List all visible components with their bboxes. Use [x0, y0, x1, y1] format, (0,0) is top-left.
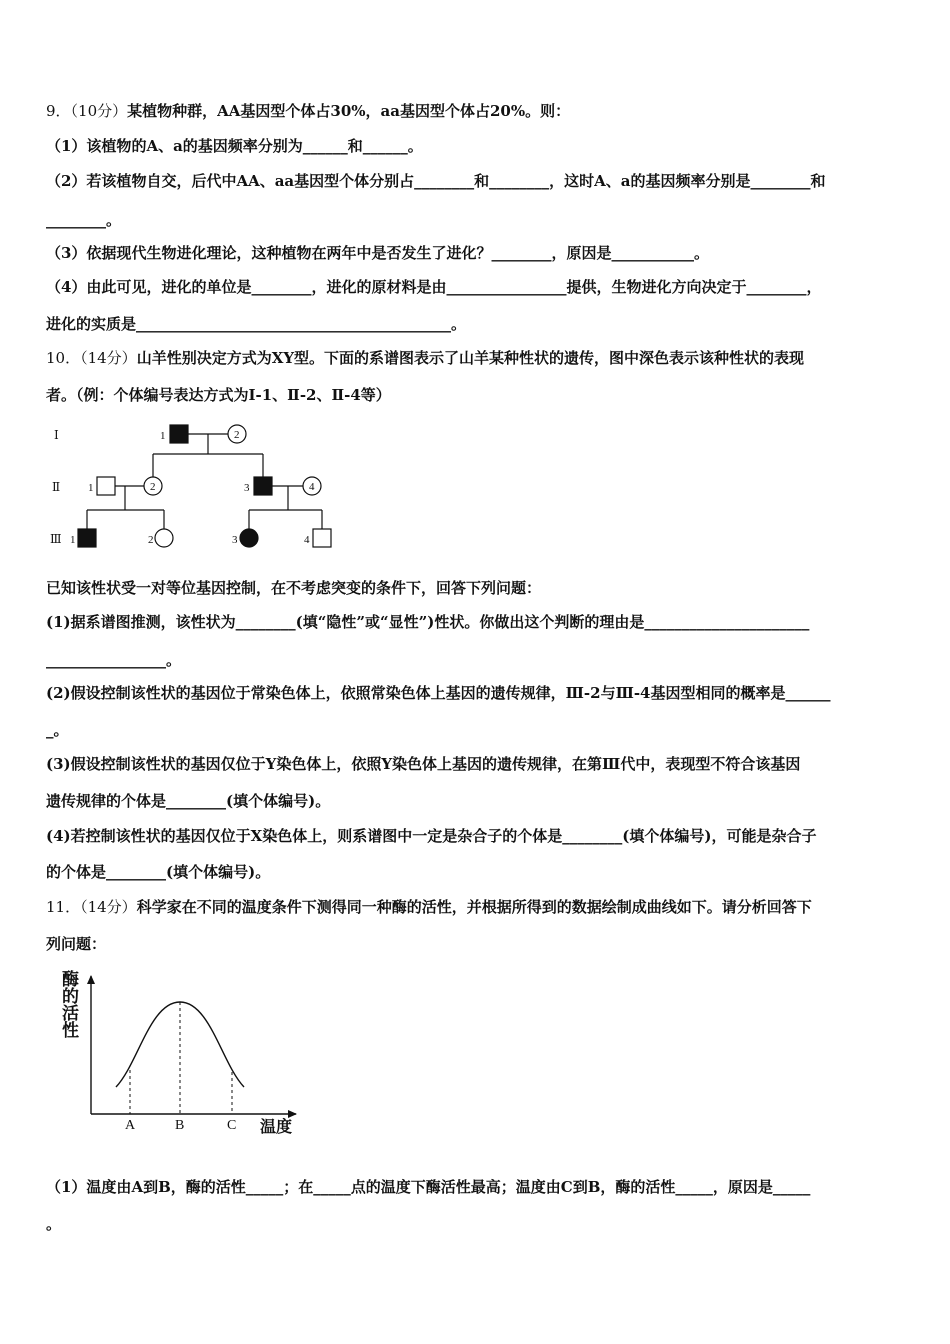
gen-label-I: Ⅰ [54, 428, 59, 442]
q10-part4-line2: 的个体是________(填个体编号)。 [46, 863, 271, 881]
q9-part1: （1）该植物的A、a的基因频率分别为______和______。 [46, 137, 423, 155]
enzyme-activity-graph [58, 966, 308, 1138]
q10-stem-text: 山羊性别决定方式为XY型。下面的系谱图表示了山羊某种性状的遗传，图中深色表示该种性状的表现 [136, 349, 805, 367]
pedigree-II-1-male [97, 477, 115, 495]
q10-number: 10．（14分） [46, 349, 137, 367]
num-III-3: 3 [232, 534, 238, 546]
q10-intro: 已知该性状受一对等位基因控制，在不考虑突变的条件下，回答下列问题： [46, 579, 542, 597]
pedigree-III-2-female [155, 529, 173, 547]
pedigree-I-1-affected-male [170, 425, 188, 443]
tick-B: B [175, 1118, 185, 1133]
xlabel: 温度 [260, 1119, 293, 1136]
q10-part1-line2: ________________。 [46, 651, 182, 669]
num-I-2: 2 [234, 429, 240, 441]
q10-part1-line1: (1)据系谱图推测，该性状为________(填“隐性”或“显性”)性状。你做出这个判断的理由是______________________ [46, 613, 810, 631]
num-II-2: 2 [150, 481, 156, 493]
ylabel-char-2: 的 [62, 987, 79, 1006]
num-III-2: 2 [148, 534, 154, 546]
q10-part3-line1: (3)假设控制该性状的基因仅位于Y染色体上，依照Y染色体上基因的遗传规律，在第Ⅲ代中，表现型不符合该基因 [46, 755, 801, 773]
num-I-1: 1 [160, 430, 166, 442]
q10-part4-line1: (4)若控制该性状的基因仅位于X染色体上，则系谱图中一定是杂合子的个体是________(填个体编号)，可能是杂合子 [46, 827, 817, 845]
q10-stem-line1 [46, 348, 804, 368]
num-III-1: 1 [70, 534, 76, 546]
q9-part3: （3）依据现代生物进化理论，这种植物在两年中是否发生了进化？________，原因是___________。 [46, 244, 709, 262]
ylabel-char-3: 活 [62, 1004, 79, 1023]
tick-A: A [125, 1118, 136, 1133]
q9-part4-line2: 进化的实质是__________________________________________。 [46, 315, 467, 333]
q9-part2-line2: ________。 [46, 211, 122, 229]
gen-label-II: Ⅱ [52, 480, 61, 494]
q11-part1-line1: （1）温度由A到B，酶的活性_____；在_____点的温度下酶活性最高；温度由C到B，酶的活性_____，原因是_____ [46, 1178, 811, 1196]
q10-part2-line1: (2)假设控制该性状的基因位于常染色体上，依照常染色体上基因的遗传规律，Ⅲ-2与Ⅲ-4基因型相同的概率是______ [46, 684, 831, 702]
q10-stem-line2: 者。（例：个体编号表达方式为Ⅰ-1、Ⅱ-2、Ⅱ-4等） [46, 386, 391, 404]
q9-part4-line1: （4）由此可见，进化的单位是________，进化的原材料是由________________提供，生物进化方向决定于________， [46, 278, 822, 296]
num-II-1: 1 [88, 482, 94, 494]
q11-number: 11．（14分） [46, 898, 137, 916]
q9-part2-line1: （2）若该植物自交，后代中AA、aa基因型个体分别占________和________，这时A、a的基因频率分别是________和 [46, 172, 826, 190]
ylabel-char-4: 性 [62, 1021, 79, 1040]
pedigree-III-4-male [313, 529, 331, 547]
num-II-3: 3 [244, 482, 250, 494]
tick-C: C [227, 1118, 237, 1133]
num-III-4: 4 [304, 534, 310, 546]
q9-stem-text: 某植物种群，AA基因型个体占30%，aa基因型个体占20%。则： [127, 102, 571, 120]
pedigree-III-1-affected-male [78, 529, 96, 547]
q11-stem-line2: 列问题： [46, 935, 107, 953]
q9-stem [46, 101, 570, 121]
q11-part1-line2: 。 [46, 1215, 62, 1233]
q11-stem-text: 科学家在不同的温度条件下测得同一种酶的活性，并根据所得到的数据绘制成曲线如下。请分析回答下 [136, 898, 812, 916]
ylabel-char-1: 酶 [62, 970, 79, 989]
q9-number: 9．（10分） [46, 102, 128, 120]
pedigree-chart [40, 418, 360, 558]
q11-stem-line1 [46, 897, 812, 917]
num-II-4: 4 [309, 481, 315, 493]
pedigree-III-3-affected-female [240, 529, 258, 547]
pedigree-II-3-affected-male [254, 477, 272, 495]
gen-label-III: Ⅲ [50, 532, 62, 546]
q10-part2-line2: _。 [46, 721, 69, 739]
q10-part3-line2: 遗传规律的个体是________(填个体编号)。 [46, 792, 331, 810]
